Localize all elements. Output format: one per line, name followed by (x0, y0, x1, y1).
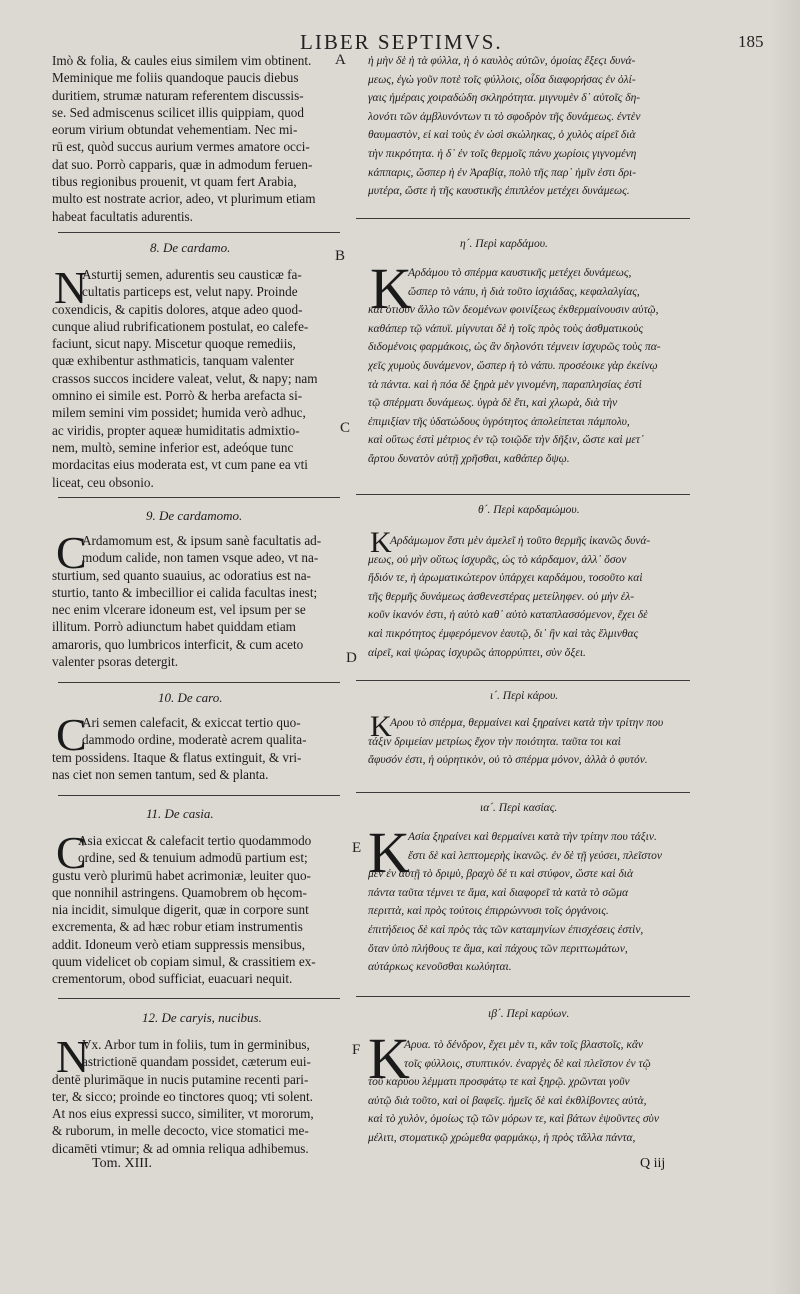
section-heading-greek: θ´. Περὶ καρδαμώμου. (478, 504, 580, 516)
text-line: ἡ μὴν δὲ ἡ τὰ φύλλα, ἡ ὁ καυλὸς αὐτῶν, ὁμοίας ἔξεϛι δυνά- (368, 55, 636, 67)
text-line: τάξιν δριμείαν μετρίως ἔχον τὴν ποιότητα. ταῦτα τοι καὶ (368, 735, 621, 748)
section-heading-greek: η´. Περὶ καρδάμου. (460, 238, 548, 250)
text-line: πάντα ταῦτα τέμνει τε ἅμα, καὶ διαφορεῖ τὰ κατὰ τὸ σῶμα (368, 886, 629, 899)
section-latin-text (52, 709, 342, 783)
text-line: illitum. Porrò adiunctum habet quiddam etiam (52, 619, 296, 635)
text-line: Asturtij semen, adurentis seu causticæ fa- (82, 267, 302, 282)
section-latin-text (52, 527, 342, 670)
text-line: μὲν ἐν αὐτῇ τὸ δριμὺ, βραχὺ δέ τι καὶ στύφον, ὥστε καὶ διὰ (368, 868, 634, 881)
margin-letter-d: D (346, 650, 357, 666)
text-line: ter, & sicco; proinde eo tinctores quoq; vti solent. (52, 1088, 313, 1104)
drop-cap: C (56, 827, 87, 878)
text-line: αἱρεῖ, καὶ ψώρας ἰσχυρῶς ἀπορρύπτει, σὺν ὄξει. (368, 646, 586, 659)
margin-letter-b: B (335, 248, 346, 264)
text-line: τὴν πικρότητα. ἡ δ᾽ ἐν τοῖς θερμοῖς πάνυ χωρίοις γιγνομένη (368, 147, 637, 160)
text-line: At nos eius expressi succo, similiter, vt mororum, (52, 1106, 314, 1122)
section-rule (356, 792, 690, 793)
drop-cap: K (370, 710, 392, 743)
text-line: cunque aliud rubrificationem postulat, eo calefe- (52, 318, 309, 334)
text-line: habeat facultatis adurentis. (52, 208, 193, 224)
text-line: que nonnihil astringens. Quamobrem ob hęcom- (52, 884, 307, 900)
text-line: τοῖς φύλλοις, στυπτικόν. ἐναργὲς δὲ καὶ πλεῖστον ἐν τῷ (404, 1057, 651, 1070)
text-line: ἐπιτήδειος δὲ καὶ πρὸς τὰς τῶν καταμηνίων ἐπισχέσεις ἐστὶν, (368, 923, 644, 936)
text-line: γαις ἡμέραις χοιραδώδη σκληρότητα. μιγνυμὲν δ᾽ αὐτοῖς δη- (368, 92, 641, 105)
section-latin-text (52, 827, 342, 988)
running-head: LIBER SEPTIMVS. (300, 30, 503, 54)
section-heading-latin: 10. De caro. (158, 690, 223, 705)
text-line: Ari semen calefacit, & exiccat tertio quo- (82, 715, 301, 730)
text-line: καθάπερ τῷ νάπυϊ. μίγνυται δὲ ἡ τοῖς πρὸς τοὺς ἀσθματικοὺς (368, 322, 644, 335)
drop-cap: C (56, 527, 87, 578)
text-line: τοῦ καρύου λέμματι προσφάτῳ τε καὶ ξηρῷ. χρῶνται γοῦν (368, 1076, 630, 1089)
text-line: καὶ ὁτιοῦν ἄλλο τῶν δεομένων φοινίξεως ἐκθερμαίνουσιν αὐτῷ, (368, 304, 659, 317)
section-rule (58, 795, 340, 796)
text-line: gustu verò plurimū habet acrimoniæ, leuiter quo- (52, 867, 311, 883)
text-line: ἄφυσόν ἐστι, ἡ οὐρητικὸν, οὐ τὸ σπέρμα μόνον, ἀλλὰ ὁ φυτόν. (368, 754, 648, 767)
section-heading-latin: 11. De casia. (146, 806, 214, 821)
text-line: faciunt, sicut napy. Miscetur quoque remediis, (52, 336, 296, 352)
text-line: περιττὰ, καὶ πρὸς τούτοις ἐπιρρώννυσι τοῖς ὀργάνοις. (368, 905, 609, 918)
text-line: χεῖς χυμοὺς δυνάμενον, ὥσπερ ἡ τὸ νάπυ. προσέοικε γὰρ ἐκείνῳ (368, 359, 658, 372)
text-line: crassos succos incidere valeat, velut, & napy; nam (52, 370, 318, 386)
text-line: dicamēti vtimur; & ad omnia reliqua adhibemus. (52, 1140, 309, 1156)
text-line: amaroris, quo lumbricos interficit, & cum aceto (52, 636, 304, 652)
text-line: rū est, quòd succus aurium vermes amatore occi- (52, 139, 310, 155)
section-heading-greek: ιβ´. Περὶ καρύων. (488, 1008, 570, 1020)
text-line: duritiem, strumæ naturam referentem discussis- (52, 87, 304, 103)
text-line: multo est nostrate acrior, adeo, vt plurimum etiam (52, 191, 316, 207)
drop-cap: N (54, 262, 88, 313)
section-rule (58, 232, 340, 233)
section-greek-text (368, 710, 698, 770)
section-heading-latin: 9. De cardamomo. (146, 508, 243, 523)
text-line: coxendicis, & capitis dolores, atque adeo quod- (52, 301, 303, 317)
text-line: nia incidit, simulque digerit, quæ in corpore sunt (52, 902, 309, 918)
volume-mark: Tom. XIII. (92, 1156, 153, 1171)
text-line: tibus regionibus prouenit, vt quam fert Arabia, (52, 174, 297, 190)
section-greek-text (368, 264, 698, 469)
text-line: & ruborum, in melle decocto, vice stomatici me- (52, 1123, 309, 1139)
text-line: ὅταν ὑπὸ πλήθους τε ἅμα, καὶ πάχους τῶν περιττωμάτων, (368, 942, 628, 955)
text-line: ὥσπερ τὸ νάπυ, ἡ διὰ τοῦτο ἰσχιάδας, κεφαλαλγίας, (408, 285, 640, 298)
section-greek-text (368, 532, 698, 662)
text-line: ἥδιόν τε, ἡ ἀρωματικώτερον ὑπάρχει καρδάμου, τοσοῦτο καὶ (368, 572, 643, 585)
text-line: sturtium, sed quanto suauius, ac odoratius est na- (52, 567, 311, 583)
binding-shadow (770, 0, 800, 1294)
text-line: ἔστι δὲ καὶ λεπτομερὴς ἱκανῶς. ἐν δὲ τῇ γεύσει, πλεῖστον (408, 849, 662, 862)
drop-cap: K (368, 820, 410, 885)
text-line: liceat, ceu obsonio. (52, 474, 154, 490)
text-line: Vx. Arbor tum in foliis, tum in germinibus, (82, 1037, 310, 1052)
text-line: μεως, ἐγὼ γοῦν ποτὲ τοῖς φύλλοις, οἶδα διαφορήσας ἐν ὀλί- (368, 73, 636, 86)
text-line: ac viridis, propter aqueæ humiditatis admixtio- (52, 422, 300, 438)
text-line: καὶ πικρότητος ἐμφερόμενον ἑαυτῷ, δι᾽ ἣν καὶ τὰς ἕλμινθας (368, 627, 639, 640)
text-line: Αρδάμου τὸ σπέρμα καυστικῆς μετέχει δυνάμεως, (408, 267, 632, 279)
text-line: καὶ οὕτως ἐστὶ μέτριος ἐν τῷ τοιῷδε τὴν δῆξιν, ὥστε καὶ μετ᾽ (368, 434, 644, 447)
text-line: quum videlicet ob copiam simul, & crassitiem ex- (52, 954, 316, 970)
drop-cap: K (370, 526, 392, 559)
text-line: αὐτάρκως κενοῦσθαι κωλύηται. (368, 961, 512, 974)
section-rule (58, 497, 340, 498)
margin-letter-e: E (352, 840, 362, 856)
text-line: τὰ πάντα. καὶ ἡ πόα δὲ ξηρὰ μὲν γινομένη, παραπλησίας ἐστὶ (368, 378, 642, 391)
text-line: Αρδάμωμον ἔστι μὲν ἀμελεῖ ἡ τοῦτο θερμῆς ἱκανῶς δυνά- (390, 535, 651, 547)
text-line: quæ exhibentur asthmaticis, tanquam valenter (52, 353, 295, 369)
text-line: nem, multò, semine inferior est, adeóque tunc (52, 439, 294, 455)
section-latin-text (52, 1031, 342, 1157)
text-line: Asia exiccat & calefacit tertio quodammodo (78, 833, 312, 848)
drop-cap: K (368, 1026, 410, 1091)
text-line: omnino ei simile est. Porrò & herba arefacta si- (52, 388, 303, 404)
text-line: tem possidens. Itaque & flatus extinguit, & vri- (52, 749, 302, 765)
section-heading-greek: ια´. Περὶ κασίας. (480, 802, 558, 814)
text-line: astrictionē quandam possidet, cæterum eui- (82, 1054, 311, 1070)
text-line: καὶ τὸ χυλὸν, ὁμοίως τῷ τῶν μόρων τε, καὶ βάτων ἑψοῦντες σὺν (368, 1113, 659, 1126)
section-rule (356, 218, 690, 219)
text-line: Imò & folia, & caules eius similem vim obtinent. (52, 53, 312, 68)
drop-cap: N (56, 1031, 90, 1082)
text-line: ἄρτου δυνατὸν αὐτῇ χρῆσθαι, καθάπερ ὄψῳ. (368, 452, 570, 465)
page-number: 185 (738, 32, 764, 51)
text-line: κοῦν ἱκανόν ἐστι, ἡ αὐτὸ καθ᾽ αὐτὸ καταπλασσόμενον, ἔχει δὲ (368, 609, 648, 622)
section-latin-text (52, 262, 342, 491)
section-greek-text (368, 1036, 698, 1148)
margin-letter-f: F (352, 1042, 361, 1058)
text-line: eorum virium obtundat vehementiam. Nec mi- (52, 122, 298, 138)
text-line: μέλιτι, στοματικῷ χρώμεθα φαρμάκῳ, ἡ πρὸς τἄλλα πάντα, (368, 1131, 636, 1144)
section-greek-text (368, 828, 698, 977)
text-line: Meminique me foliis quandoque paucis diebus (52, 70, 299, 86)
text-line: αὐτῷ διὰ τοῦτο, καὶ οἱ βαφεῖς. ἡμεῖς δὲ καὶ ἐκθλίβοντες αὐτὰ, (368, 1094, 647, 1107)
text-line: Αρυα. τὸ δένδρον, ἔχει μὲν τι, κἂν τοῖς βλαστοῖς, κἂν (404, 1039, 644, 1051)
text-line: Αρου τὸ σπέρμα, θερμαίνει καὶ ξηραίνει κατὰ τὴν τρίτην που (390, 717, 664, 729)
section-rule (356, 996, 690, 997)
text-line: μεως, οὐ μὴν οὕτως ἰσχυρᾶς, ὡς τὸ κάρδαμον, ἀλλ᾽ ὅσον (368, 553, 627, 566)
section-rule (58, 682, 340, 683)
text-line: διδομένοις φαρμάκοις, ὡς ἂν δηλονότι τέμνειν ἰσχυρῶς τοὺς πα- (368, 341, 661, 354)
text-line: mordacitas eius moderata est, vt cum pane ea vti (52, 457, 308, 473)
text-line: τῷ σπέρματι δυνάμεως. ὑγρὰ δὲ ἔτι, καὶ χλωρὰ, διὰ τὴν (368, 397, 618, 410)
text-line: nas ciet non semen tantum, sed & planta. (52, 766, 269, 782)
text-line: λονότι τῶν ἀμβλυνόντων τι τὸ σφοδρὸν τῆς δυνάμεως. ἐντὲν (368, 110, 641, 123)
text-line: dammodo ordine, moderatè acrem qualita- (82, 732, 307, 748)
section-heading-latin: 12. De caryis, nucibus. (142, 1010, 262, 1025)
text-line: ordine, sed & tenuium admodū partium est; (78, 850, 308, 866)
text-line: excrementa, & ad hæc robur etiam instrumentis (52, 919, 303, 935)
text-line: Ardamomum est, & ipsum sanè facultatis ad- (82, 533, 322, 548)
text-line: se. Sed admiscenus scilicet illis quippiam, quod (52, 104, 304, 120)
text-line: nec enim vlcerare idoneum est, vel ipsum per se (52, 602, 306, 618)
section-heading-latin: 8. De cardamo. (150, 240, 231, 255)
text-line: θαυμαστὸν, εἰ καὶ τοὺς ἐν ὠσὶ σκώληκας, ὁ χυλὸς αἰρεῖ διὰ (368, 129, 636, 142)
text-line: μυτέρα, ὥστε ἡ τῆς καυστικῆς ἐπιπλέον μετέχει δυνάμεως. (368, 185, 630, 198)
text-line: milem semini vim possidet; humida verò adhuc, (52, 405, 306, 421)
intro-latin (52, 52, 342, 225)
intro-greek (368, 52, 698, 201)
section-rule (356, 680, 690, 681)
margin-letter-c: C (340, 420, 351, 436)
section-heading-greek: ι´. Περὶ κάρου. (490, 690, 559, 702)
text-line: dat suo. Porrò capparis, quæ in admodum feruen- (52, 156, 313, 172)
section-rule (58, 998, 340, 999)
text-line: κάππαρις, ὥσπερ ἡ ἐν Ἀραβίᾳ, πολὺ τῆς παρ᾽ ἡμῖν ἐστι δρι- (368, 166, 637, 179)
text-line: τῆς θερμῆς δυνάμεως ἀσθενεστέρας μετείληφεν. οὐ μὴν ἑλ- (368, 590, 635, 603)
text-line: addit. Idoneum verò etiam suppressis mensibus, (52, 936, 306, 952)
signature-mark: Q iij (640, 1156, 666, 1171)
text-line: Ασία ξηραίνει καὶ θερμαίνει κατὰ τὴν τρίτην που τάξιν. (408, 831, 657, 843)
drop-cap: C (56, 709, 87, 760)
text-line: crementorum, obod sufficiat, euacuari nequit. (52, 971, 293, 987)
drop-cap: K (370, 256, 412, 321)
text-line: dentē plurimāque in nucis putamine recenti pari- (52, 1071, 309, 1087)
text-line: ἐπιμιξίαν τῆς ὑδατώδους ὑγρότητος ἀπολείπεται πάμπολυ, (368, 415, 630, 428)
text-line: sturtio, tanto & imbecillior ei calida facultas inest; (52, 584, 318, 600)
margin-letter-a: A (335, 52, 346, 68)
text-line: cultatis particeps est, velut napy. Proinde (82, 284, 298, 300)
text-line: modum calide, non tamen vsque adeo, vt na- (82, 550, 319, 566)
section-rule (356, 494, 690, 495)
text-line: valenter psoras detergit. (52, 654, 179, 670)
